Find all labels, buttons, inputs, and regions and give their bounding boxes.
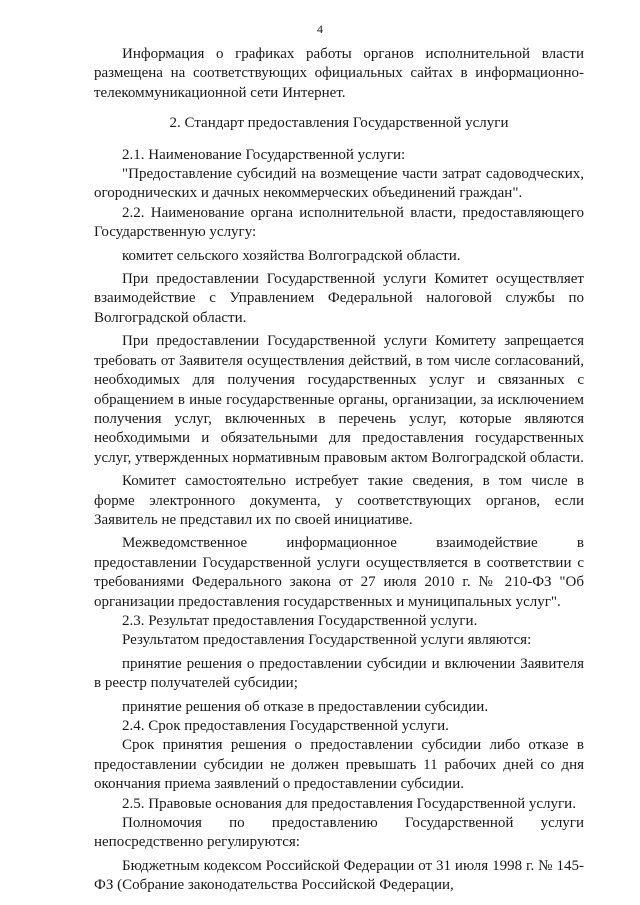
paragraph-committee: комитет сельского хозяйства Волгоградской области. [122, 247, 461, 264]
document-body [94, 45, 584, 896]
paragraph-service-name: "Предоставление субсидий на возмещение части затрат садоводческих, огороднических и дачных некоммерческих объединений граждан". [94, 166, 584, 202]
paragraph-result: Результатом предоставления Государственной услуги являются: [122, 632, 532, 649]
paragraph-2-2: 2.2. Наименование органа исполнительной власти, предоставляющего Государственную услугу: [94, 204, 584, 241]
paragraph-interaction: При предоставлении Государственной услуги Комитет осуществляет взаимодействие с Управлением Федеральной налоговой службы по Волгоградской области. [94, 271, 584, 326]
paragraph-result-grant: принятие решения о предоставлении субсидии и включении Заявителя в реестр получателей субсидии; [94, 655, 584, 692]
paragraph-info-schedules: Информация о графиках работы органов исполнительной власти размещена на соответствующих официальных сайтах в информационно-телекоммуникационной сети Интернет. [94, 46, 584, 101]
paragraph-budget-code: Бюджетным кодексом Российской Федерации от 31 июля 1998 г. № 145-ФЗ (Собрание законодательства Российской Федерации, [94, 857, 584, 894]
paragraph-self-request: Комитет самостоятельно истребует такие сведения, в том числе в форме электронного документа, у соответствующих органов, если Заявитель не представил их по своей инициативе. [94, 473, 584, 528]
page-number: 4 [317, 22, 323, 36]
section-heading: 2. Стандарт предоставления Государственной услуги [169, 115, 509, 132]
paragraph-2-1: 2.1. Наименование Государственной услуги: [122, 146, 406, 163]
paragraph-2-4: 2.4. Срок предоставления Государственной услуги. [122, 718, 449, 734]
paragraph-result-refusal: принятие решения об отказе в предоставлении субсидии. [122, 698, 489, 715]
paragraph-prohibition: При предоставлении Государственной услуги Комитету запрещается требовать от Заявителя осуществления действий, в том числе согласований, необходимых для получения государственных услуг и связанных с обращением в иные государственные органы, организации, за исключением получения услуг, включенных в перечень услуг, которые являются необходимыми и обязательными для предоставления государственных услуг, утвержденных нормативным правовым актом Волгоградской области. [94, 333, 584, 466]
paragraph-term: Срок принятия решения о предоставлении субсидии либо отказе в предоставлении субсидии не должен превышать 11 рабочих дней со дня окончания приема заявлений о предоставлении субсидии. [94, 737, 584, 793]
paragraph-powers: Полномочия по предоставлению Государственной услуги непосредственно регулируются: [94, 815, 584, 851]
paragraph-2-3: 2.3. Результат предоставления Государственной услуги. [122, 612, 478, 629]
paragraph-interagency: Межведомственное информационное взаимодействие в предоставлении Государственной услуги осуществляется в соответствии с требованиями Федерального закона от 27 июля 2010 г. № 210-ФЗ "Об организации предоставления государственных и муниципальных услуг". [94, 535, 584, 610]
paragraph-2-5: 2.5. Правовые основания для предоставления Государственной услуги. [122, 795, 576, 812]
